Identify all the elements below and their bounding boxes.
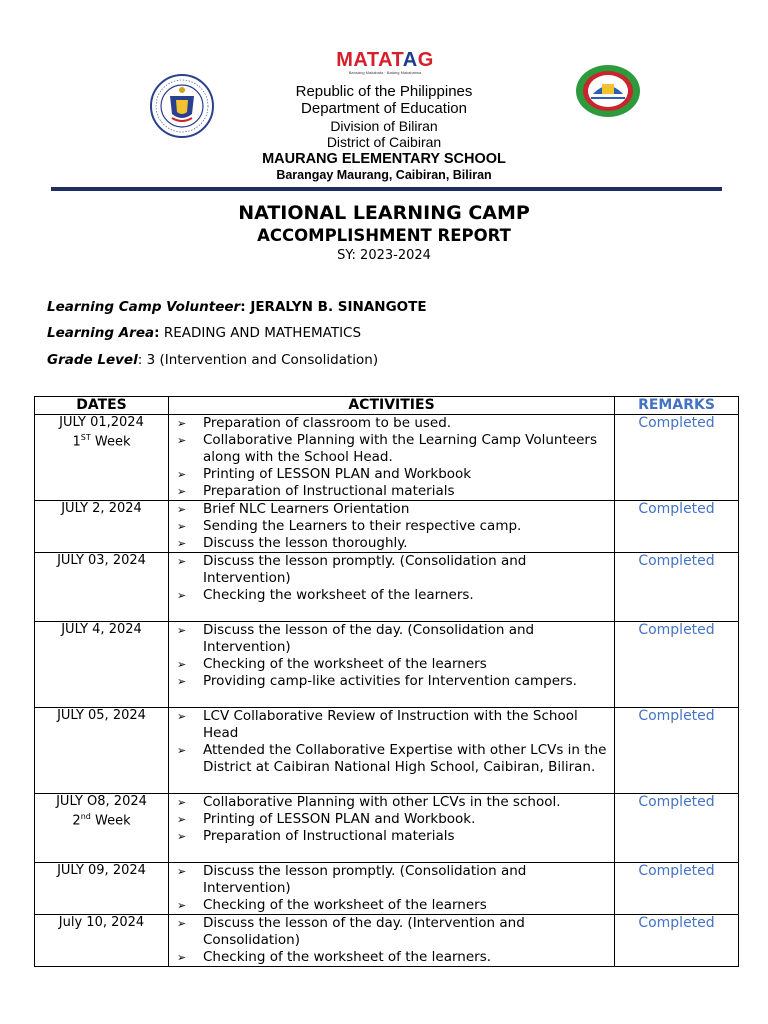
activities-cell [169, 501, 615, 553]
week-ordinal: ST [80, 433, 91, 442]
list-item [169, 415, 614, 432]
learning-area-line: Learning Area: READING AND MATHEMATICS [47, 325, 362, 341]
date-text: JULY 03, 2024 [57, 553, 146, 568]
remarks-header: REMARKS [615, 397, 739, 415]
arrow-bullet-icon: ➢ [177, 899, 187, 912]
remarks-cell: Completed [615, 415, 739, 501]
arrow-bullet-icon: ➢ [177, 624, 187, 637]
activity-text: Sending the Learners to their respective camp. [203, 518, 522, 534]
matatag-logo [330, 50, 440, 76]
table-row [35, 915, 739, 967]
date-text: JULY 01,2024 [59, 415, 144, 430]
arrow-bullet-icon: ➢ [177, 951, 187, 964]
activity-text: Preparation of classroom to be used. [203, 415, 452, 431]
volunteer-line: Learning Camp Volunteer: JERALYN B. SINANGOTE [47, 299, 427, 315]
activities-cell [169, 622, 615, 708]
report-subtitle: ACCOMPLISHMENT REPORT [257, 226, 511, 245]
learning-area-value: READING AND MATHEMATICS [163, 325, 362, 341]
remarks-cell: Completed [615, 863, 739, 915]
list-item [169, 794, 614, 811]
arrow-bullet-icon: ➢ [177, 813, 187, 826]
list-item [169, 828, 614, 845]
remarks-cell: Completed [615, 622, 739, 708]
activity-text: Discuss the lesson promptly. (Consolidation and Intervention) [203, 553, 527, 586]
activity-text: Providing camp-like activities for Intervention campers. [203, 673, 577, 689]
matatag-tagline: Bansang Makabata · Batang Makabansa [348, 70, 422, 75]
division-line: Division of Biliran [330, 118, 438, 134]
activity-text: Attended the Collaborative Expertise with other LCVs in the District at Caibiran National High School, Caibiran, Biliran. [203, 742, 607, 775]
activity-text: Discuss the lesson thoroughly. [203, 535, 408, 551]
list-item [169, 915, 614, 949]
arrow-bullet-icon: ➢ [177, 468, 187, 481]
activity-list [169, 863, 614, 914]
school-name: MAURANG ELEMENTARY SCHOOL [262, 151, 506, 167]
arrow-bullet-icon: ➢ [177, 675, 187, 688]
activity-text: Preparation of Instructional materials [203, 828, 455, 844]
activity-text: Preparation of Instructional materials [203, 483, 455, 499]
remarks-cell: Completed [615, 553, 739, 622]
activity-list [169, 708, 614, 776]
arrow-bullet-icon: ➢ [177, 520, 187, 533]
arrow-bullet-icon: ➢ [177, 658, 187, 671]
activity-text: Checking of the worksheet of the learners. [203, 949, 492, 965]
arrow-bullet-icon: ➢ [177, 417, 187, 430]
table-header-row [35, 397, 739, 415]
week-word: Week [90, 434, 131, 450]
activity-text: Checking the worksheet of the learners. [203, 587, 474, 603]
list-item [169, 742, 614, 776]
table-row [35, 708, 739, 794]
date-text: JULY O8, 2024 [56, 794, 147, 809]
list-item [169, 897, 614, 914]
week-number: 1 [72, 434, 81, 450]
remarks-cell: Completed [615, 501, 739, 553]
week-word: Week [90, 813, 131, 829]
volunteer-label: Learning Camp Volunteer [47, 299, 241, 315]
date-cell [35, 622, 169, 708]
grade-level-value: 3 (Intervention and Consolidation) [146, 352, 379, 368]
volunteer-value: JERALYN B. SINANGOTE [250, 299, 427, 315]
table-row [35, 622, 739, 708]
activity-text: Discuss the lesson promptly. (Consolidation and Intervention) [203, 863, 527, 896]
table-body [35, 415, 739, 967]
table-row [35, 863, 739, 915]
activity-text: Checking of the worksheet of the learners [203, 656, 487, 672]
school-address: Barangay Maurang, Caibiran, Biliran [276, 168, 492, 182]
activity-list [169, 794, 614, 845]
week-label [35, 430, 168, 449]
table-row [35, 794, 739, 863]
activity-text: Collaborative Planning with the Learning Camp Volunteers along with the School Head. [203, 432, 597, 465]
arrow-bullet-icon: ➢ [177, 485, 187, 498]
remarks-cell: Completed [615, 915, 739, 967]
activity-text: Printing of LESSON PLAN and Workbook [203, 466, 472, 482]
activities-header: ACTIVITIES [169, 397, 615, 415]
grade-level-line: Grade Level: 3 (Intervention and Consolidation) [47, 352, 379, 368]
table-row [35, 415, 739, 501]
activity-list [169, 622, 614, 690]
list-item [169, 673, 614, 690]
activity-text: LCV Collaborative Review of Instruction with the School Head [203, 708, 578, 741]
table-row [35, 553, 739, 622]
list-item [169, 501, 614, 518]
date-text: JULY 2, 2024 [61, 501, 142, 516]
activity-list [169, 501, 614, 552]
learning-area-label: Learning Area [47, 325, 155, 341]
date-text: July 10, 2024 [58, 915, 145, 930]
activity-list [169, 915, 614, 966]
arrow-bullet-icon: ➢ [177, 917, 187, 930]
list-item [169, 656, 614, 673]
arrow-bullet-icon: ➢ [177, 865, 187, 878]
date-cell [35, 708, 169, 794]
arrow-bullet-icon: ➢ [177, 830, 187, 843]
arrow-bullet-icon: ➢ [177, 710, 187, 723]
activity-text: Brief NLC Learners Orientation [203, 501, 410, 517]
arrow-bullet-icon: ➢ [177, 537, 187, 550]
activities-cell [169, 553, 615, 622]
arrow-bullet-icon: ➢ [177, 589, 187, 602]
date-cell [35, 415, 169, 501]
arrow-bullet-icon: ➢ [177, 744, 187, 757]
school-year: SY: 2023-2024 [337, 248, 431, 263]
week-number: 2 [72, 813, 81, 829]
grade-level-label: Grade Level [47, 352, 138, 368]
list-item [169, 483, 614, 500]
activities-cell [169, 708, 615, 794]
list-item [169, 466, 614, 483]
date-text: JULY 09, 2024 [57, 863, 146, 878]
activity-list [169, 415, 614, 500]
activities-cell [169, 794, 615, 863]
list-item [169, 949, 614, 966]
list-item [169, 553, 614, 587]
activity-text: Checking of the worksheet of the learners [203, 897, 487, 913]
activities-cell [169, 415, 615, 501]
activity-text: Discuss the lesson of the day. (Intervention and Consolidation) [203, 915, 525, 948]
date-cell [35, 794, 169, 863]
header-divider [51, 187, 722, 191]
remarks-cell: Completed [615, 708, 739, 794]
arrow-bullet-icon: ➢ [177, 796, 187, 809]
activity-text: Printing of LESSON PLAN and Workbook. [203, 811, 476, 827]
report-title: NATIONAL LEARNING CAMP [238, 202, 530, 224]
list-item [169, 811, 614, 828]
date-cell [35, 863, 169, 915]
list-item [169, 535, 614, 552]
date-cell [35, 501, 169, 553]
activity-list [169, 553, 614, 604]
week-ordinal: nd [80, 812, 91, 821]
date-text: JULY 4, 2024 [61, 622, 142, 637]
date-text: JULY 05, 2024 [57, 708, 146, 723]
table-row [35, 501, 739, 553]
accomplishment-table [34, 396, 739, 967]
date-cell [35, 915, 169, 967]
republic-line: Republic of the Philippines [295, 83, 473, 100]
activity-text: Collaborative Planning with other LCVs in the school. [203, 794, 561, 810]
dates-header: DATES [35, 397, 169, 415]
activities-cell [169, 915, 615, 967]
list-item [169, 518, 614, 535]
date-cell [35, 553, 169, 622]
list-item [169, 432, 614, 466]
department-line: Department of Education [301, 100, 467, 117]
district-line: District of Caibiran [326, 134, 442, 150]
list-item [169, 863, 614, 897]
activity-text: Discuss the lesson of the day. (Consolidation and Intervention) [203, 622, 535, 655]
list-item [169, 708, 614, 742]
arrow-bullet-icon: ➢ [177, 434, 187, 447]
arrow-bullet-icon: ➢ [177, 503, 187, 516]
week-label [35, 809, 168, 828]
list-item [169, 587, 614, 604]
arrow-bullet-icon: ➢ [177, 555, 187, 568]
remarks-cell: Completed [615, 794, 739, 863]
matatag-wordmark: MATATAG [336, 49, 434, 71]
list-item [169, 622, 614, 656]
activities-cell [169, 863, 615, 915]
